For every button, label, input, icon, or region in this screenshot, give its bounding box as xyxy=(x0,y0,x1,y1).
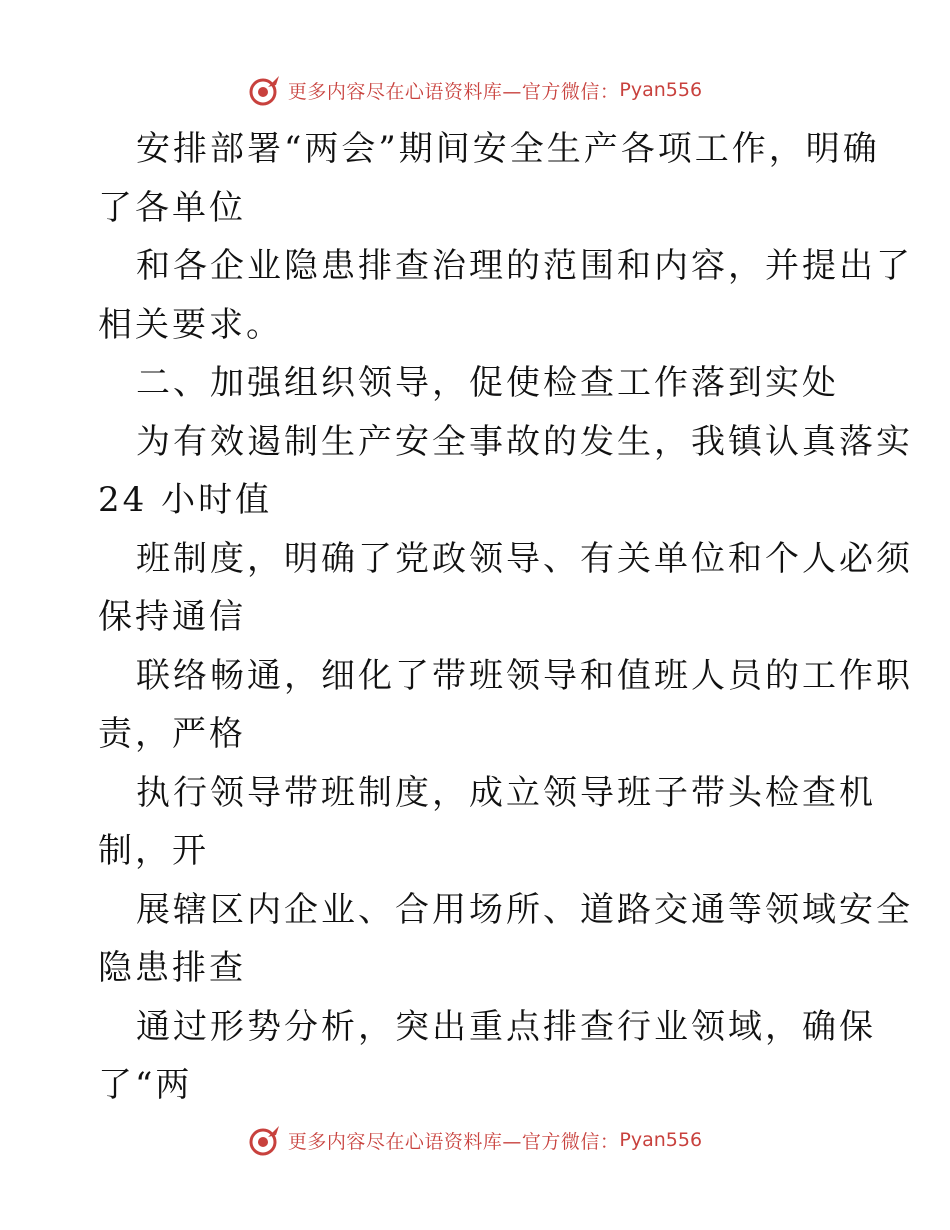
text-line: 相关要求。 xyxy=(98,304,283,345)
footer-watermark xyxy=(0,1120,950,1160)
text-line: 通过形势分析，突出重点排查行业领域，确保 xyxy=(136,1006,876,1047)
text-line: 隐患排查 xyxy=(98,948,246,988)
watermark-text: 更多内容尽在心语资料库—官方微信： xyxy=(287,1130,620,1153)
watermark-text: 更多内容尽在心语资料库—官方微信： xyxy=(287,80,620,103)
quill-logo-icon xyxy=(248,1123,282,1157)
watermark-wechat-id: Pyan556 xyxy=(619,1129,703,1151)
text-line: 了各单位 xyxy=(98,187,246,228)
text-line: 二、加强组织领导，促使检查工作落到实处 xyxy=(136,363,839,403)
text-line: 展辖区内企业、合用场所、道路交通等领域安全 xyxy=(136,889,913,930)
text-line: 制，开 xyxy=(98,831,209,871)
text-line: 班制度，明确了党政领导、有关单位和个人必须 xyxy=(136,538,913,579)
text-line: 为有效遏制生产安全事故的发生，我镇认真落实 xyxy=(136,421,913,462)
text-line: 安排部署“两会”期间安全生产各项工作，明确 xyxy=(136,129,880,169)
text-line: 联络畅通，细化了带班领导和值班人员的工作职 xyxy=(136,655,913,696)
header-watermark xyxy=(0,70,950,110)
document-body xyxy=(98,120,913,1115)
text-line: 24 小时值 xyxy=(98,480,273,520)
text-line: 执行领导带班制度，成立领导班子带头检查机 xyxy=(136,772,876,813)
text-line: 和各企业隐患排查治理的范围和内容，并提出了 xyxy=(136,246,913,286)
watermark-wechat-id: Pyan556 xyxy=(619,79,703,101)
text-line: 责，严格 xyxy=(98,714,246,754)
text-line: 了“两 xyxy=(98,1065,193,1105)
quill-logo-icon xyxy=(248,73,282,107)
text-line: 保持通信 xyxy=(98,597,246,637)
